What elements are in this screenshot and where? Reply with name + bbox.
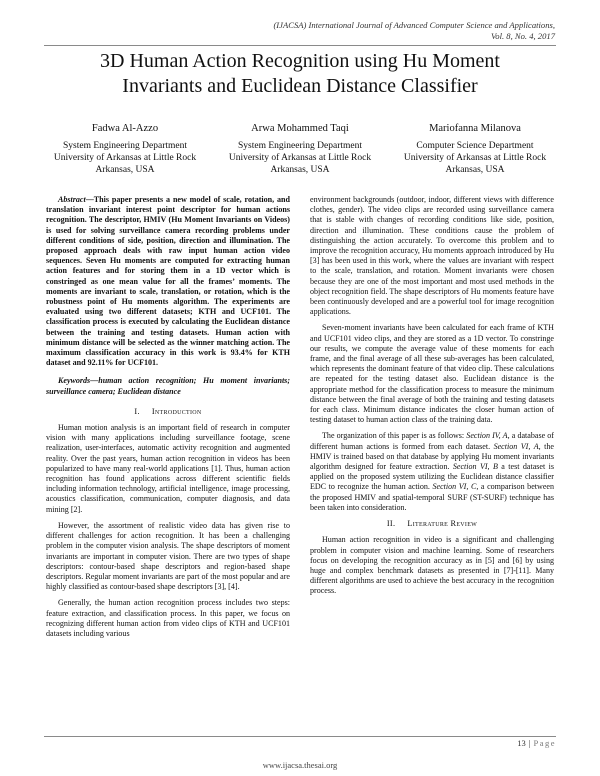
section-number: I. bbox=[134, 406, 140, 416]
journal-header bbox=[95, 20, 555, 41]
author-name: Mariofanna Milanova bbox=[429, 123, 521, 134]
section-heading-introduction bbox=[46, 407, 290, 417]
author-1 bbox=[40, 122, 210, 176]
author-name: Arwa Mohammed Taqi bbox=[251, 123, 349, 134]
author-2 bbox=[215, 122, 385, 176]
keywords: Keywords—human action recognition; Hu moment invariants; surveillance camera; Euclidean distance bbox=[46, 376, 290, 396]
intro-paragraph-4: Seven-moment invariants have been calculated for each frame of KTH and UCF101 video clips, and they are stored as a 1D vector. To constringe our results, we compute the average value of these moments for each frame, and the final average of all these sub-averages has been calculated, which represents the dominant feature of that video clip. These calculations are repeated for the testing dataset also. Euclidean distance is the appropriate method for the classification process to measure the minimum distance between the final average of both the training and testing datasets for each class. Minimum distance indicates the closer human action of testing dataset to human action class of the training data. bbox=[310, 323, 554, 425]
left-column bbox=[46, 195, 290, 645]
author-location: Arkansas, USA bbox=[445, 165, 505, 175]
author-block bbox=[40, 122, 560, 176]
section-heading-literature-review bbox=[310, 519, 554, 529]
author-university: University of Arkansas at Little Rock bbox=[228, 153, 372, 163]
abstract-label: Abstract bbox=[58, 195, 86, 204]
intro-paragraph-2: However, the assortment of realistic video data has given rise to different challenges for action recognition. It has been a challenging problem in the computer vision analysis. The shape descriptors of moment invariants are important in computer vision. There are two types of shape descriptors: contour-based shape descriptors and region-based shape descriptors. Regular moment invariants are part of the most popular and are highly classified as contour-based shape descriptors [3], [4]. bbox=[46, 520, 290, 592]
header-divider bbox=[44, 45, 556, 46]
footer-url: www.ijacsa.thesai.org bbox=[262, 760, 338, 770]
page-number-value: 13 bbox=[517, 738, 526, 748]
author-university: University of Arkansas at Little Rock bbox=[403, 153, 547, 163]
author-location: Arkansas, USA bbox=[270, 165, 330, 175]
intro-paragraph-1: Human motion analysis is an important field of research in computer vision with many applications including surveillance footage, scene realization, user-interfaces, automatic activity recognition and augmented reality. Over the past years, human action recognition in videos has been popularized to have many real-world applications [1]. Thus, human action recognition has found applications across different scientific fields including information technology, artificial intelligence, image processing, acoustics classification, communication, computer diagnosis, and data mining [2]. bbox=[46, 423, 290, 514]
author-name: Fadwa Al-Azzo bbox=[91, 123, 159, 134]
section-ref: Section VI, B bbox=[452, 462, 498, 472]
page-label: Page bbox=[533, 738, 556, 748]
org-text: The organization of this paper is as follows: bbox=[322, 431, 467, 441]
intro-paragraph-3-continued: environment backgrounds (outdoor, indoor, different views with difference clothes, gender). The video clips are recorded using surveillance camera that is stable with changes of recording conditions like side, position, direction and illumination. These conditions cause the problem of distinguishing the action accurately. To overcome this problem and to improve the recognition accuracy, Hu moments approach introduced by Hu [3] has been used in this work, where the values are invariant with respect to the scale, translation, and rotation. Moment invariants were chosen because they are one of the most important and most used methods in the object recognition field. The shape descriptors of Hu moments feature have been continuously developed and are a powerful tool for image recognition applications. bbox=[310, 195, 554, 317]
literature-paragraph-1: Human action recognition in video is a significant and challenging problem in computer vision and machine learning. Some of researchers focus on developing the recognition accuracy as in [5] and [6] by using huge and complex benchmark datasets as presented in [7]-[11]. Many different algorithms are used to achieve the best accuracy in the recognition process. bbox=[310, 535, 554, 596]
title-line-2: Invariants and Euclidean Distance Classifier bbox=[122, 75, 478, 97]
title-line-1: 3D Human Action Recognition using Hu Moment bbox=[100, 50, 500, 72]
page-number: 13 | Page bbox=[517, 738, 556, 748]
organization-paragraph bbox=[310, 431, 554, 513]
section-title: Introduction bbox=[151, 406, 202, 416]
org-text: , a comparison between the proposed HMIV and spatial-temporal SURF (ST-SURF) technique has been taken into consideration. bbox=[310, 482, 554, 512]
section-ref: Section IV, A bbox=[466, 431, 508, 441]
intro-paragraph-3: Generally, the human action recognition process includes two steps: feature extraction, and classification process. In this paper, we focus on recognizing different human action from video clips of KTH and UCF101 datasets including various bbox=[46, 598, 290, 638]
author-department: System Engineering Department bbox=[238, 141, 362, 151]
org-text: , the HMIV is trained based on that database by applying Hu moment invariants algorithm designed for feature extraction. bbox=[310, 441, 554, 472]
paper-title bbox=[40, 49, 560, 99]
journal-volume: Vol. 8, No. 4, 2017 bbox=[491, 30, 555, 41]
org-text: a test dataset is applied on the proposed system utilizing the Euclidean distance classifier EDC to recognize the human action. bbox=[310, 462, 554, 492]
section-title: Literature Review bbox=[407, 519, 478, 529]
org-text: , a database of different human actions is formed from each dataset. bbox=[310, 431, 554, 451]
right-column bbox=[310, 195, 554, 603]
author-location: Arkansas, USA bbox=[95, 165, 155, 175]
footer-divider bbox=[44, 736, 556, 737]
section-ref: Section VI, C bbox=[432, 482, 477, 492]
abstract bbox=[46, 195, 290, 368]
author-3 bbox=[390, 122, 560, 176]
section-number: II. bbox=[386, 519, 396, 529]
author-university: University of Arkansas at Little Rock bbox=[53, 153, 197, 163]
abstract-text: —This paper presents a new model of scale, rotation, and translation invariant interest point descriptor for human actions recognition. The descriptor, HMIV (Hu Moment Invariants on Videos) is used for solving surveillance camera recording problems under different conditions of side, position, direction and illumination. The proposed approach deals with raw input human action video sequences. Seven Hu moments are computed for extracting human action features and for storing them in a 1D vector which is constringed as one mean value for all the frames’ moments. The moments are invariant to scale, translation, or rotation, which is the robustness point of Hu moments algorithm. The experiments are evaluated using two different datasets; KTH and UCF101. The classification process is executed by calculating the Euclidean distance between the training and testing datasets. Human action with minimum distance will be selected as the winner matching action. The maximum classification accuracy in this work is 93.4% for KTH dataset and 92.11% for UCF101. bbox=[46, 195, 290, 368]
author-department: Computer Science Department bbox=[416, 141, 534, 151]
journal-name: (IJACSA) International Journal of Advanced Computer Science and Applications, bbox=[273, 20, 555, 30]
author-department: System Engineering Department bbox=[63, 141, 187, 151]
section-ref: Section VI, A bbox=[493, 441, 539, 451]
